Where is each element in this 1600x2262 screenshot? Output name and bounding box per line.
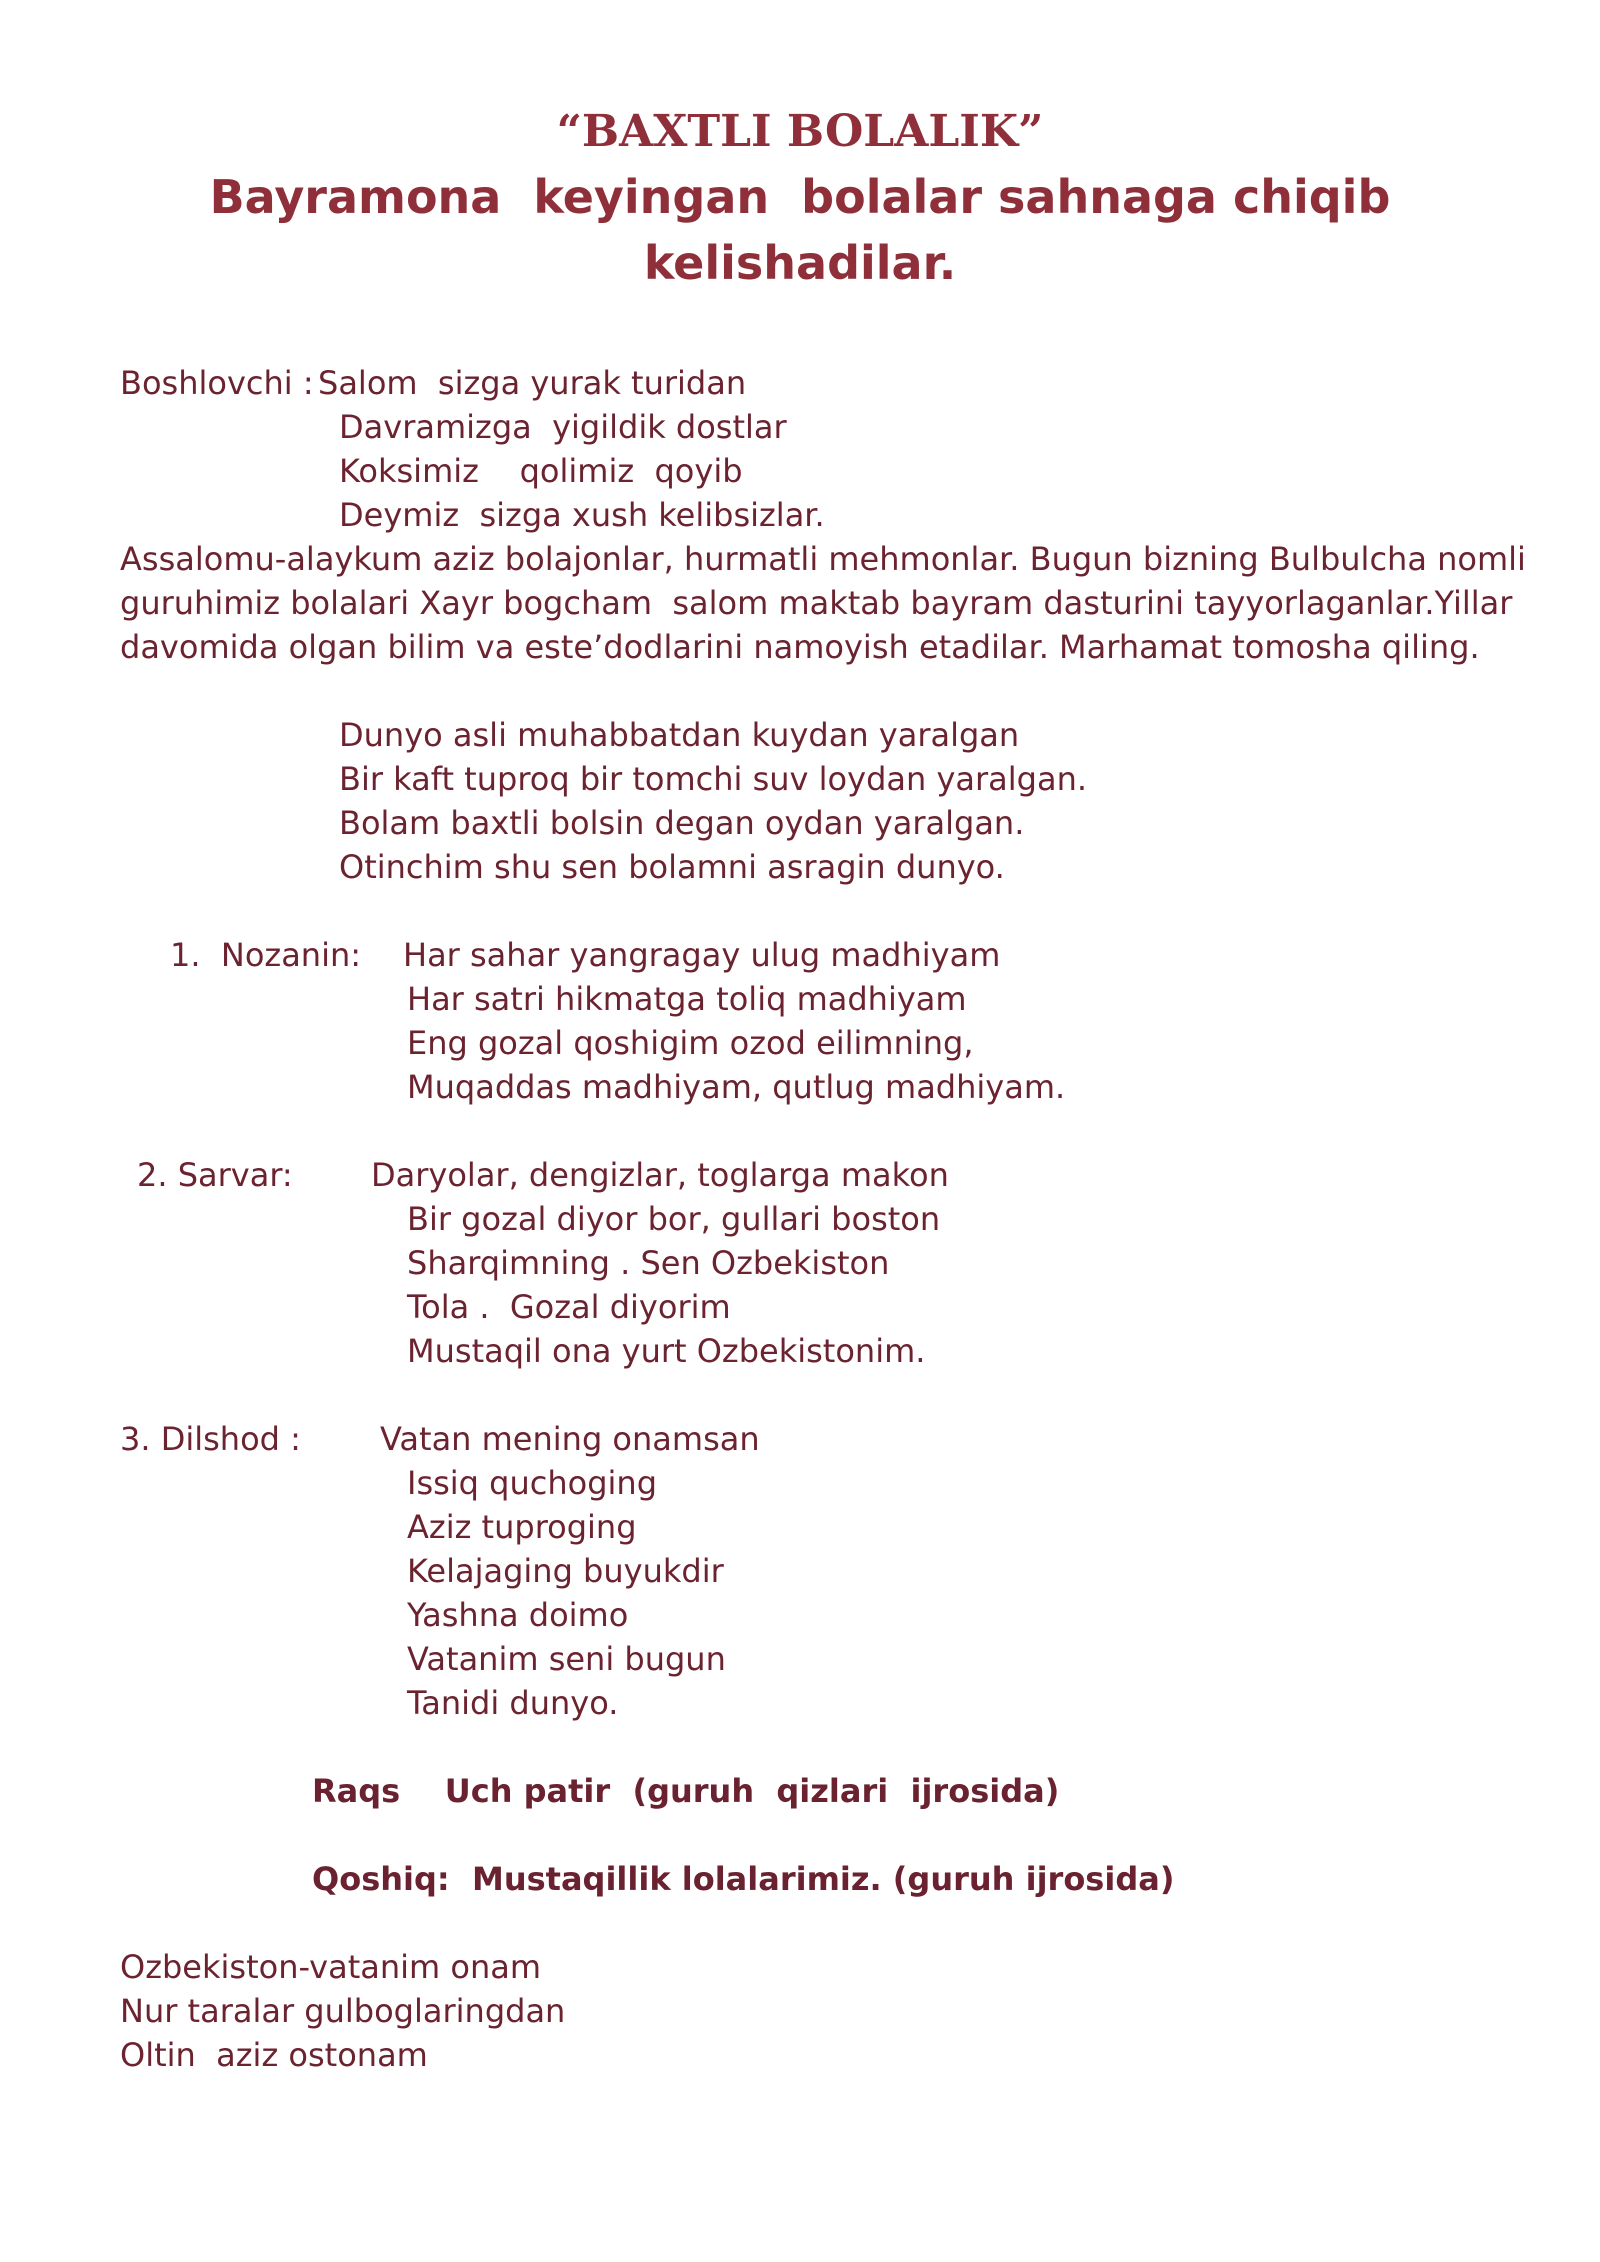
performer-label: 2. Sarvar: (137, 1156, 293, 1194)
document-title: “BAXTLI BOLALIK” (556, 106, 1044, 157)
poem-line: Bir kaft tuproq bir tomchi suv loydan yaralgan. (339, 760, 1088, 798)
poem-line: Otinchim shu sen bolamni asragin dunyo. (339, 848, 1005, 886)
verse-line: Salom sizga yurak turidan (318, 364, 747, 402)
verse-line: Koksimiz qolimiz qoyib (339, 452, 743, 490)
performer-label: 1. Nozanin: (170, 936, 362, 974)
program-song: Qoshiq: Mustaqillik lolalarimiz. (guruh ijrosida) (312, 1860, 1175, 1898)
verse-line: Har satri hikmatga toliq madhiyam (407, 980, 967, 1018)
prose-line: Assalomu-alaykum aziz bolajonlar, hurmatli mehmonlar. Bugun bizning Bulbulcha nomli (120, 540, 1526, 578)
verse-line: Har sahar yangragay ulug madhiyam (403, 936, 1001, 974)
verse-line: Vatan mening onamsan (380, 1420, 760, 1458)
verse-line: Eng gozal qoshigim ozod eilimning, (407, 1024, 974, 1062)
verse-line: Oltin aziz ostonam (120, 2036, 428, 2074)
verse-line: Nur taralar gulboglaringdan (120, 1992, 566, 2030)
verse-line: Deymiz sizga xush kelibsizlar. (339, 496, 825, 534)
verse-line: Aziz tuproging (407, 1508, 637, 1546)
poem-line: Bolam baxtli bolsin degan oydan yaralgan. (339, 804, 1025, 842)
verse-line: Issiq quchoging (407, 1464, 657, 1502)
verse-line: Sharqimning . Sen Ozbekiston (407, 1244, 890, 1282)
performer-label: 3. Dilshod : (120, 1420, 301, 1458)
verse-line: Tanidi dunyo. (407, 1684, 619, 1722)
document-subtitle: Bayramona keyingan bolalar sahnaga chiqib kelishadilar. (209, 170, 1407, 290)
poem-line: Dunyo asli muhabbatdan kuydan yaralgan (339, 716, 1020, 754)
verse-line: Yashna doimo (407, 1596, 629, 1634)
verse-line: Daryolar, dengizlar, toglarga makon (371, 1156, 949, 1194)
verse-line: Tola . Gozal diyorim (407, 1288, 731, 1326)
verse-line: Bir gozal diyor bor, gullari boston (407, 1200, 941, 1238)
verse-line: Muqaddas madhiyam, qutlug madhiyam. (407, 1068, 1066, 1106)
verse-line: Vatanim seni bugun (407, 1640, 726, 1678)
verse-line: Ozbekiston-vatanim onam (120, 1948, 542, 1986)
verse-line: Davramizga yigildik dostlar (339, 408, 787, 446)
speaker-label: Boshlovchi : (120, 364, 314, 402)
program-dance: Raqs Uch patir (guruh qizlari ijrosida) (312, 1772, 1060, 1810)
prose-line: guruhimiz bolalari Xayr bogcham salom maktab bayram dasturini tayyorlaganlar.Yillar (120, 584, 1513, 622)
prose-line: davomida olgan bilim va este’dodlarini namoyish etadilar. Marhamat tomosha qiling. (120, 628, 1480, 666)
verse-line: Mustaqil ona yurt Ozbekistonim. (407, 1332, 926, 1370)
verse-line: Kelajaging buyukdir (407, 1552, 724, 1590)
